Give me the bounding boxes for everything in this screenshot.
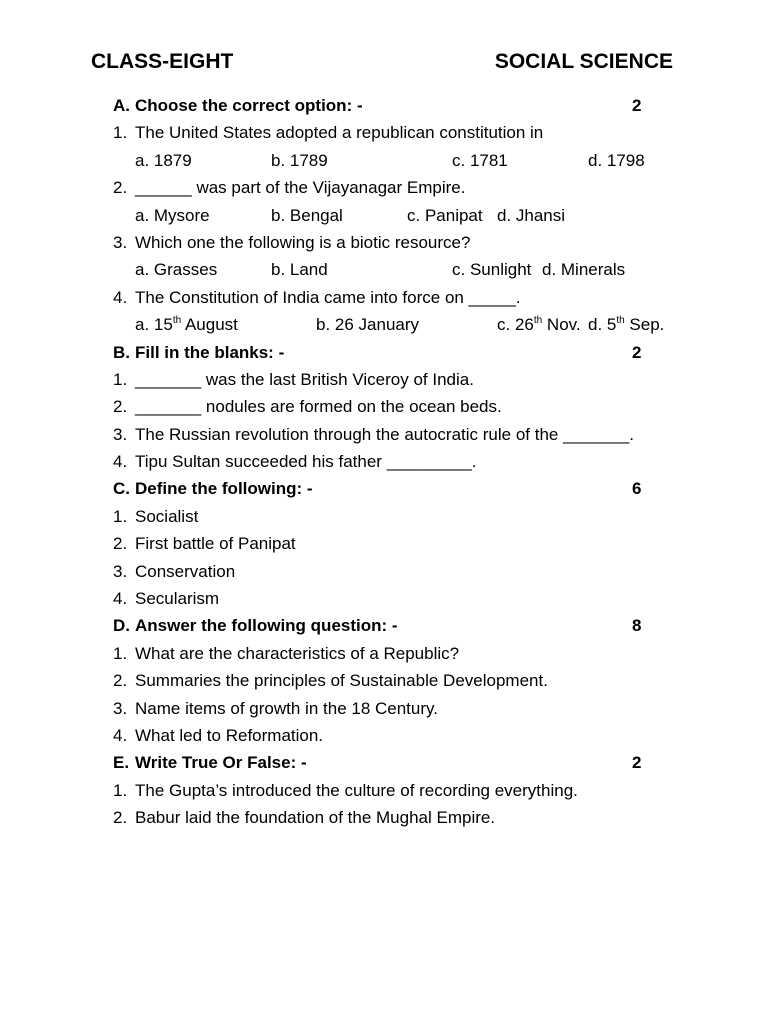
question-item [113,448,683,475]
question-number: 4. [113,589,128,609]
question-number: 1. [113,643,128,663]
section-marks: 8 [632,616,642,636]
question-number: 3. [113,698,128,718]
question-text: _______ nodules are formed on the ocean beds. [135,397,502,417]
question-item [113,119,683,146]
option-b: b. Bengal [271,205,343,225]
option-c: c. Sunlight [452,260,532,280]
question-number: 1. [113,123,128,143]
question-item [113,585,683,612]
paper-header [91,50,673,80]
question-text: The Russian revolution through the autocratic rule of the _______. [135,424,634,444]
question-number: 1. [113,369,128,389]
section-letter: E. [113,753,130,773]
question-number: 3. [113,424,128,444]
question-number: 4. [113,452,128,472]
question-text: The Constitution of India came into force on _____. [135,287,521,307]
question-number: 2. [113,534,128,554]
section-c-heading [113,475,683,502]
section-title: Answer the following question: - [135,616,398,636]
section-marks: 2 [632,96,642,115]
question-number: 4. [113,287,128,307]
option-a: a. Grasses [135,260,218,280]
option-row [113,202,683,229]
section-letter: A. [113,96,130,115]
option-c: c. Panipat [407,205,483,225]
section-letter: B. [113,342,130,362]
question-item [113,777,683,804]
option-a: a. Mysore [135,205,210,225]
question-item [113,695,683,722]
section-marks: 2 [632,342,642,362]
section-title: Choose the correct option: - [135,96,363,115]
section-title: Define the following: - [135,479,313,499]
section-letter: C. [113,479,130,499]
question-item [113,640,683,667]
question-text: Name items of growth in the 18 Century. [135,698,438,718]
option-b: b. Land [271,260,328,280]
question-text: Tipu Sultan succeeded his father _________. [135,452,477,472]
option-b: b. 1789 [271,150,328,170]
section-title: Fill in the blanks: - [135,342,285,362]
section-marks: 6 [632,479,642,499]
question-item [113,421,683,448]
question-item [113,229,683,256]
question-item [113,530,683,557]
section-letter: D. [113,616,130,636]
question-item [113,558,683,585]
question-item [113,284,683,311]
question-item [113,722,683,749]
section-marks: 2 [632,753,642,773]
question-number: 2. [113,178,128,198]
question-text: Summaries the principles of Sustainable Development. [135,671,548,691]
question-text: ______ was part of the Vijayanagar Empire. [135,178,466,198]
question-number: 2. [113,671,128,691]
option-a: a. 1879 [135,150,192,170]
option-row [113,256,683,283]
question-text: Conservation [135,561,236,581]
question-text: First battle of Panipat [135,534,296,554]
question-text: Babur laid the foundation of the Mughal Empire. [135,808,496,828]
option-c: c. 1781 [452,150,508,170]
option-c: c. 26th Nov. [497,315,581,335]
question-text: Which one the following is a biotic resource? [135,232,471,252]
question-item [113,393,683,420]
question-item [113,503,683,530]
question-item [113,366,683,393]
section-e-heading [113,749,683,776]
option-a: a. 15th August [135,315,238,335]
option-d: d. Jhansi [497,205,566,225]
option-d: d. 5th Sep. [588,315,665,335]
question-number: 1. [113,506,128,526]
question-number: 3. [113,232,128,252]
question-item [113,804,683,831]
section-a-heading [113,92,683,119]
question-text: What led to Reformation. [135,725,324,745]
question-number: 3. [113,561,128,581]
subject-label: SOCIAL SCIENCE [494,50,673,73]
question-item [113,667,683,694]
question-item [113,174,683,201]
section-title: Write True Or False: - [135,753,307,773]
class-label: CLASS-EIGHT [91,50,234,73]
paper-content [113,92,683,832]
option-row [113,311,683,338]
section-b-heading [113,339,683,366]
question-text: _______ was the last British Viceroy of India. [135,369,474,389]
section-d-heading [113,612,683,639]
question-number: 1. [113,780,128,800]
question-text: The Gupta’s introduced the culture of recording everything. [135,780,578,800]
question-text: The United States adopted a republican constitution in [135,123,544,143]
question-number: 2. [113,397,128,417]
option-b: b. 26 January [316,315,420,335]
question-number: 2. [113,808,128,828]
question-text: Socialist [135,506,199,526]
question-text: What are the characteristics of a Republic? [135,643,460,663]
question-number: 4. [113,725,128,745]
option-row [113,147,683,174]
question-text: Secularism [135,589,220,609]
option-d: d. 1798 [588,150,645,170]
option-d: d. Minerals [542,260,626,280]
